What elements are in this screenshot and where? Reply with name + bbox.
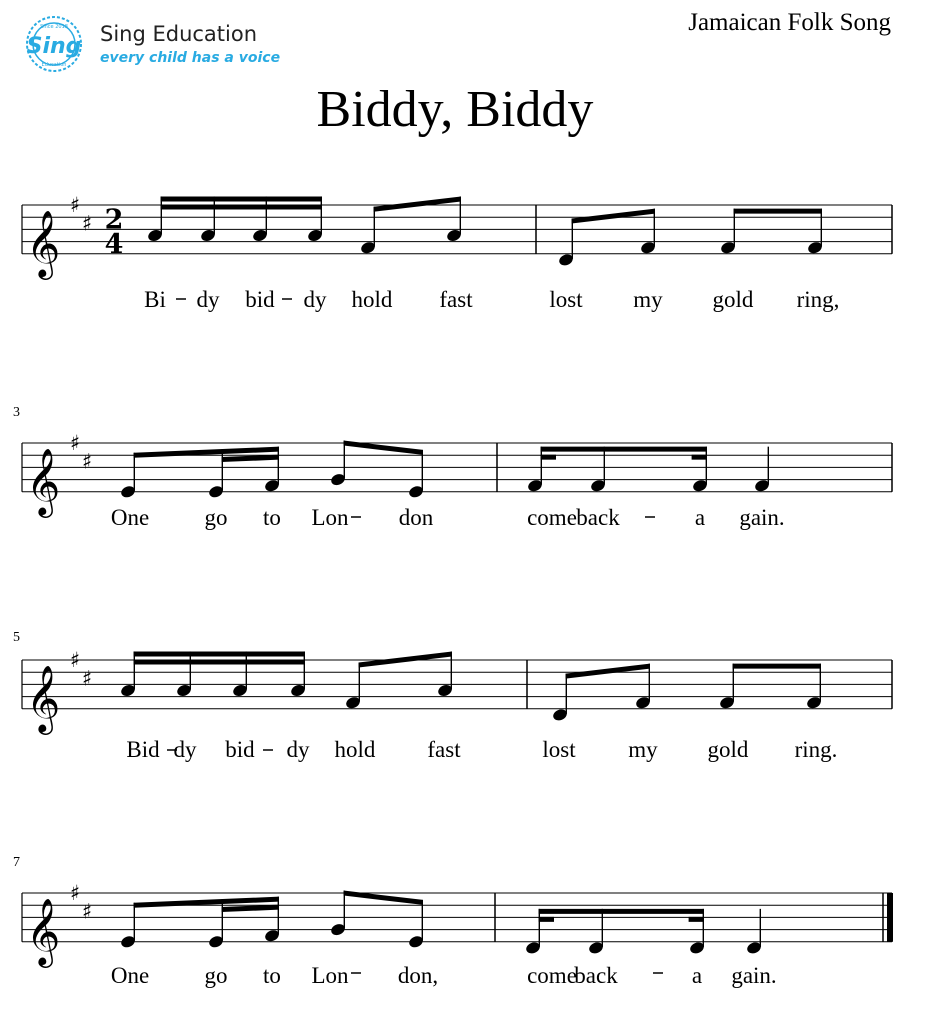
page-title: Biddy, Biddy [316,81,594,138]
key-sharp-f-icon: ♯ [70,193,81,217]
lyric-syllable: go [204,963,228,988]
key-sharp-f-icon: ♯ [70,648,81,672]
lyric-syllable: back [576,505,620,530]
beam [541,447,707,452]
beam [161,196,322,201]
secondary-beam [134,659,191,664]
lyric-syllable: come [527,505,577,530]
partial-beam [689,917,704,922]
brand-tagline: every child has a voice [100,50,281,66]
lyric-syllable: Bid [126,737,160,762]
lyric-syllable: fast [439,287,473,312]
lyric-syllable: back [574,963,618,988]
lyric-syllable: fast [427,737,461,762]
logo-ring-bottom: Education [41,62,67,68]
measure-number: 5 [13,630,20,645]
time-signature-bottom: 4 [104,228,124,260]
secondary-beam [246,659,305,664]
treble-clef-icon: 𝄞 [26,446,61,515]
beam [359,651,452,667]
lyric-syllable: Bi [144,287,166,312]
lyric-syllable: to [263,963,281,988]
lyric-syllable: lost [549,287,583,312]
logo-ring-top: Since 2018 [40,24,68,30]
beam [733,664,821,669]
beam [134,651,305,656]
partial-beam [692,455,707,460]
partial-beam [541,455,556,460]
lyric-syllable: gain. [731,963,777,988]
key-sharp-f-icon: ♯ [70,881,81,905]
lyric-syllable: bid [245,287,275,312]
lyric-syllable: my [628,737,658,762]
lyric-syllable: gold [712,287,754,312]
beam [572,209,655,224]
lyric-syllable: ring. [794,737,838,762]
lyric-syllable: don [398,505,434,530]
lyric-syllable: Lon [311,963,349,988]
measure-number: 3 [13,405,20,420]
secondary-beam [190,659,247,664]
key-sharp-c-icon: ♯ [82,211,93,236]
beam [374,196,461,211]
composer-credit: Jamaican Folk Song [688,9,891,36]
secondary-beam [161,204,215,209]
treble-clef-icon: 𝄞 [26,663,61,732]
lyric-syllable: Lon [311,505,349,530]
brand-name: Sing Education [100,22,258,46]
final-barline-thick [887,893,893,942]
logo-text: Sing [26,34,82,59]
secondary-beam [222,905,279,912]
lyric-syllable: lost [542,737,576,762]
lyric-syllable: don, [397,963,439,988]
secondary-beam [222,455,279,462]
secondary-beam [266,204,322,209]
lyric-syllable: dy [196,287,220,312]
partial-beam [539,917,554,922]
lyric-syllable: dy [303,287,327,312]
lyric-syllable: gain. [739,505,785,530]
measure-number: 7 [13,855,20,870]
lyric-syllable: my [633,287,663,312]
beam [539,909,704,914]
lyric-syllable: bid [225,737,255,762]
beam [734,209,822,214]
lyric-syllable: One [110,505,150,530]
key-sharp-c-icon: ♯ [82,899,93,924]
lyric-syllable: dy [286,737,310,762]
lyric-syllable: gold [707,737,749,762]
beam [566,664,650,679]
time-signature-top: 2 [104,204,124,236]
treble-clef-icon: 𝄞 [26,896,61,965]
treble-clef-icon: 𝄞 [26,208,61,277]
lyric-syllable: hold [351,287,393,312]
lyric-syllable: a [691,963,703,988]
lyric-syllable: a [694,505,706,530]
lyric-syllable: go [204,505,228,530]
key-sharp-f-icon: ♯ [70,431,81,455]
lyric-syllable: ring, [796,287,840,312]
lyric-syllable: come [527,963,577,988]
key-sharp-c-icon: ♯ [82,449,93,474]
key-sharp-c-icon: ♯ [82,666,93,691]
lyric-syllable: to [263,505,281,530]
lyric-syllable: hold [334,737,376,762]
secondary-beam [214,204,267,209]
lyric-syllable: dy [173,737,197,762]
lyric-syllable: One [110,963,150,988]
